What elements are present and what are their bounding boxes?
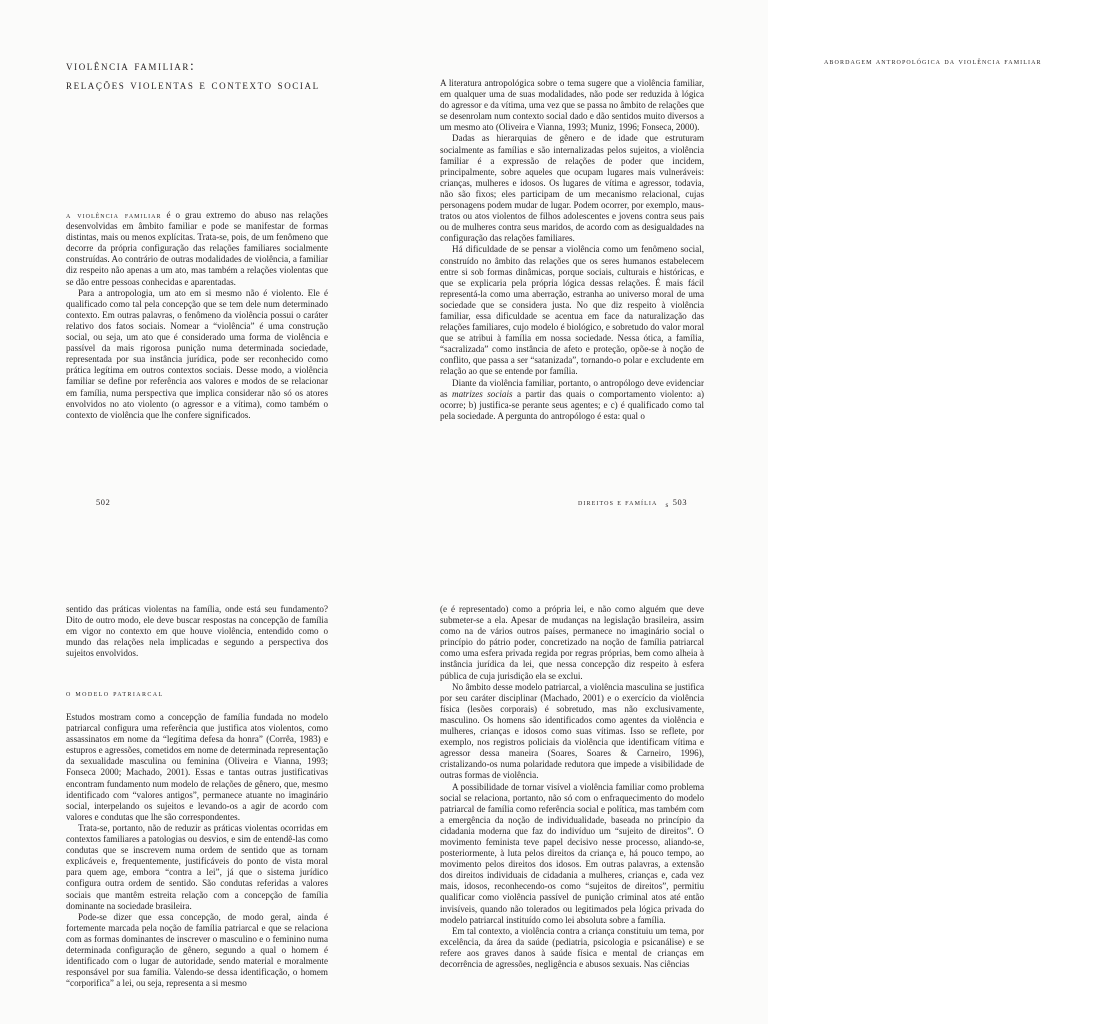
chapter-title-line-2: relações violentas e contexto social (66, 77, 320, 92)
page-505-body (440, 604, 704, 970)
page-504-body-top (66, 604, 328, 659)
opening-small-caps: a violência familiar (66, 210, 162, 220)
paragraph-text: Diante da violência familiar, portanto, o antropólogo deve evidenciar as (440, 377, 704, 399)
paragraph: Dadas as hierarquias de gênero e de idade que estruturam socialmente as famílias e são internalizadas pelos sujeitos, a violência familiar é a expressão de relações de poder que incidem, principalmente, sobre aqueles que ocupam lugares mais vulneráveis: crianças, mulheres e idosos. Os lugares de vítima e agressor, todavia, não são fixos; eles participam de um mecanismo relacional, cujas personagens podem mudar de lugar. Podem ocorrer, por exemplo, maus-tratos ou atos violentos de filhos adolescentes e jovens contra seus pais ou de mulheres contra seus maridos, de acordo com as desigualdades na configuração das relações familiares. (440, 133, 704, 244)
page-503-body (440, 78, 704, 422)
paragraph: Para a antropologia, um ato em si mesmo não é violento. Ele é qualificado como tal pela concepção que se tem dele num determinado contexto. Em outras palavras, o fenômeno da violência possui o caráter relativo dos fatos sociais. Nomear a “violência” é uma construção social, ou seja, um ato que é considerado uma forma de violência e passível da mais rigorosa punição numa determinada sociedade, representada por sua instância jurídica, pode ser reconhecido como prática legítima em outros contextos sociais. Desse modo, a violência familiar se define por referência aos valores e modos de se relacionar em família, numa perspectiva que implica considerar não só os atores envolvidos no ato violento (o agressor e a vítima), como também o contexto de violência que lhe confere significados. (66, 287, 328, 420)
emphasis-text: matrizes sociais (452, 388, 513, 399)
chapter-title-line-1: violência familiar: (66, 58, 196, 73)
paragraph: A literatura antropológica sobre o tema sugere que a violência familiar, em qualquer uma de suas modalidades, não pode ser reduzida à lógica do agressor e da vítima, uma vez que se passa no âmbito de relações que se desenrolam num contexto social dado e dão sentidos muito diversos a um mesmo ato (Oliveira e Vianna, 1993; Muniz, 1996; Fonseca, 2000). (440, 78, 704, 133)
opening-paragraph (66, 210, 328, 288)
paragraph: Estudos mostram como a concepção de família fundada no modelo patriarcal configura uma referência que justifica atos violentos, como assassinatos em nome da “legítima defesa da honra” (Corrêa, 1983) e estupros e agressões, cometidos em nome de determinada representação da sexualidade masculina ou feminina (Oliveira e Vianna, 1993; Fonseca 2000; Machado, 2001). Essas e tantas outras justificativas encontram fundamento num modelo de relações de gênero, que, mesmo identificado com “valores antigos”, permanece atuante no imaginário social, interpelando os sujeitos e levando-os a agir de acordo com valores e condutas que lhe são correspondentes. (66, 712, 328, 822)
paragraph: Há dificuldade de se pensar a violência como um fenômeno social, construído no âmbito das relações que os seres humanos estabelecem entre si sob formas dinâmicas, porque sociais, culturais e históricas, e que se explicaria pela própria lógica dessas relações. É mais fácil representá-la como uma aberração, estranha ao universo moral de uma sociedade que se considera justa. No que diz respeito à violência familiar, essa dificuldade se acentua em face da naturalização das relações familiares, cujo modelo é biológico, e sobretudo do valor moral que se atribui à família em nossa sociedade. Nessa ótica, a família, “sacralizada” como instância de afeto e proteção, opõe-se à noção de conflito, que passa a ser “satanizada”, tornando-o polar e excludente em relação ao que se entende por família. (440, 244, 704, 377)
paragraph: Trata-se, portanto, não de reduzir as práticas violentas ocorridas em contextos familiares a patologias ou desvios, e sim de entendê-las como condutas que se inscrevem numa ordem de sentido que as tornam explicáveis e, frequentemente, justificáveis do ponto de vista moral para quem age, embora “contra a lei”, já que o sistema jurídico configura outra ordem de sentido. São condutas referidas a valores sociais que mantêm estreita relação com a concepção de família dominante na sociedade brasileira. (66, 822, 328, 911)
footer-marker: s (665, 501, 669, 509)
page-footer (578, 498, 687, 507)
paragraph: sentido das práticas violentas na família, onde está seu fundamento? Dito de outro modo, ele deve buscar respostas na concepção de família em vigor no contexto em que houve violência, entendido como o mundo das relações nela implicadas e segundo a perspectiva dos sujeitos envolvidos. (66, 604, 328, 659)
opening-paragraph-text: é o grau extremo do abuso nas relações desenvolvidas em âmbito familiar e pode se manifestar de formas distintas, mais ou menos explícitas. Trata-se, pois, de um fenômeno que decorre da própria configuração das relações familiares socialmente construídas. Ao contrário de outras modalidades de violência, a familiar diz respeito não apenas a um ato, mas também a relações violentas que se dão entre pessoas conhecidas e aparentadas. (66, 210, 328, 287)
paragraph: No âmbito desse modelo patriarcal, a violência masculina se justifica por seu caráter disciplinar (Machado, 2001) e o exercício da violência física (lesões corporais) é sobretudo, mas não exclusivamente, masculino. Os homens são identificados como agentes da violência e mulheres, crianças e idosos como suas vítimas. Isso se reflete, por exemplo, nos registros policiais da violência que identificam vítima e agressor dessa maneira (Soares, Soares & Carneiro, 1996), cristalizando-os numa polaridade redutora que impede a visibilidade de outras formas de violência. (440, 681, 704, 781)
book-spread-502-503 (0, 0, 1042, 512)
page-number: 503 (672, 498, 688, 507)
page-number: 502 (96, 498, 111, 507)
paragraph: Em tal contexto, a violência contra a criança constituiu um tema, por excelência, da área da saúde (pediatria, psicologia e psicanálise) e se refere aos graves danos à saúde física e mental de crianças em decorrência de agressões, negligência e abusos sexuais. Nas ciências (440, 925, 704, 969)
page-504 (0, 512, 384, 1024)
running-head: abordagem antropológica da violência familiar (824, 56, 1042, 66)
book-spread-504-505 (0, 512, 768, 1024)
page-502 (0, 0, 384, 512)
paragraph: Pode-se dizer que essa concepção, de modo geral, ainda é fortemente marcada pela noção de família patriarcal e que se relaciona com as formas dominantes de inscrever o masculino e o feminino numa determinada configuração de gênero, segundo a qual o homem é identificado com o lugar de autoridade, sendo material e moralmente responsável por sua família. Valendo-se dessa identificação, o homem “corporifica” a lei, ou seja, representa a si mesmo (66, 911, 328, 989)
paragraph-text: a partir das quais o comportamento violento: a) ocorre; b) justifica-se perante seus agentes; e c) é qualificado como tal pela sociedade. A pergunta do antropólogo é esta: qual o (440, 388, 705, 421)
paragraph: A possibilidade de tornar visível a violência familiar como problema social se relaciona, portanto, não só com o enfraquecimento do modelo patriarcal de família como referência social e política, mas também com a emergência da noção de individualidade, baseada no princípio da cidadania moderna que faz do indivíduo um “sujeito de direitos”. O movimento feminista teve papel decisivo nesse processo, aliando-se, posteriormente, à luta pelos direitos da criança e, há pouco tempo, ao movimento pelos direitos dos idosos. Em outras palavras, a extensão dos direitos individuais de cidadania a mulheres, crianças e, cada vez mais, idosos, reconhecendo-os como “sujeitos de direitos”, permitiu qualificar como violência passível de punição criminal atos até então invisíveis, quando não tolerados ou legitimados pela lógica privada do modelo patriarcal instituído como lei absoluta sobre a família. (440, 781, 704, 925)
chapter-title (66, 56, 366, 94)
footer-book-title: direitos e família (578, 498, 658, 507)
page-505 (384, 512, 768, 1024)
paragraph: (e é representado) como a própria lei, e não como alguém que deve submeter-se a ela. Apesar de mudanças na legislação brasileira, assim como na de vários outros países, permanece no imaginário social o princípio do pátrio poder, concretizado na noção de família patriarcal como uma esfera privada regida por regras próprias, bem como alheia à instância jurídica da lei, que nessa concepção diz respeito à esfera pública de cuja jurisdição ela se exclui. (440, 604, 704, 681)
page-504-body (66, 712, 328, 989)
section-heading: o modelo patriarcal (66, 688, 164, 698)
page-503 (384, 0, 1042, 512)
paragraph (440, 378, 704, 422)
page-502-body (66, 210, 328, 421)
